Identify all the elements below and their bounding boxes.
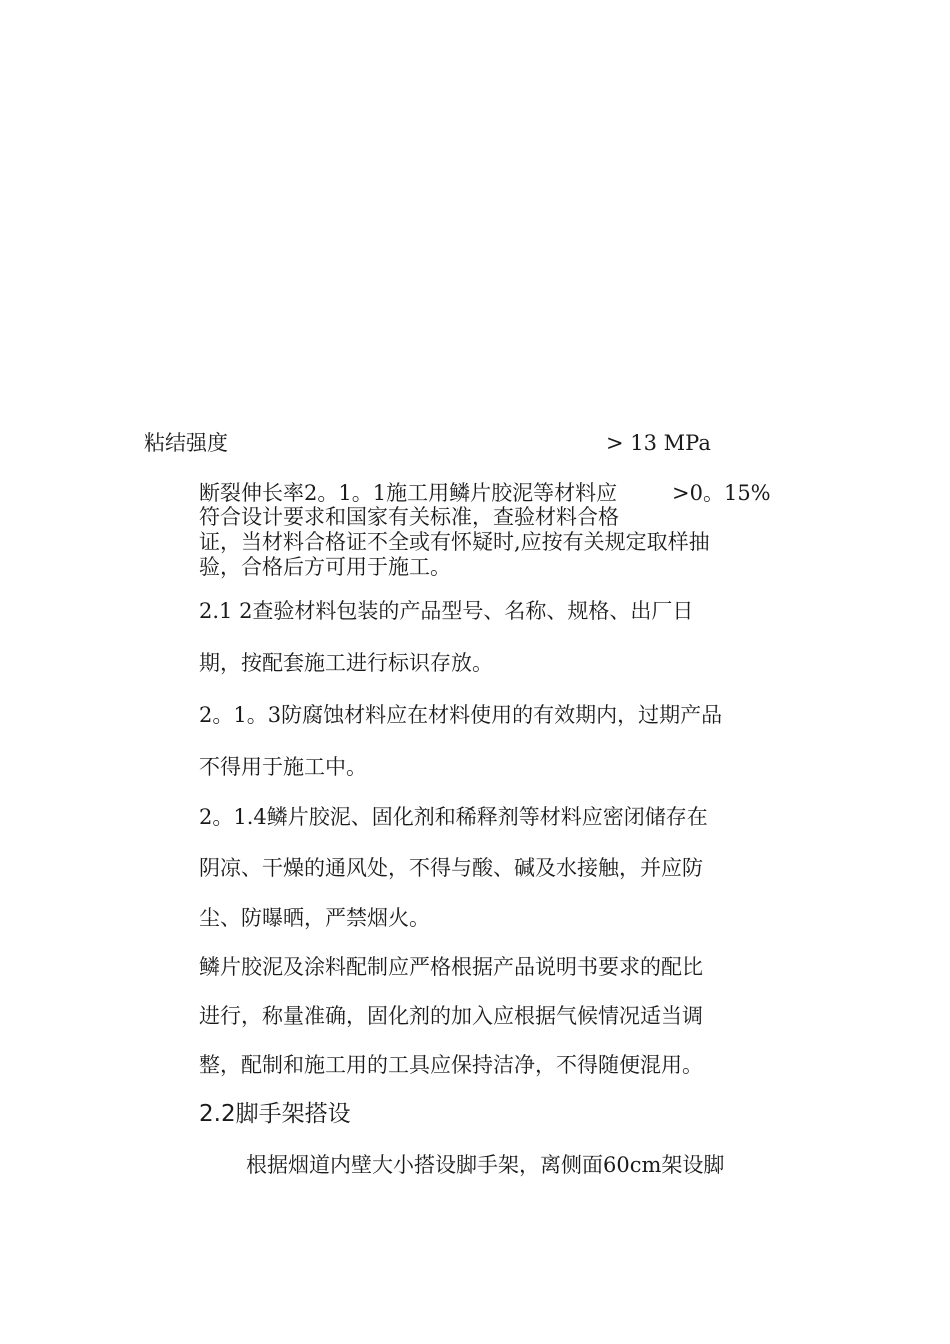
spec-value-bond-strength: > 13 MPa <box>606 431 711 455</box>
para-mix-line-2: 进行，称量准确，固化剂的加入应根据气候情况适当调 <box>199 1004 703 1028</box>
para-2-1-4-line-3: 尘、防曝晒，严禁烟火。 <box>199 906 430 930</box>
spec-label-bond-strength: 粘结强度 <box>144 431 228 455</box>
para-2-1-2-line-2: 期，按配套施工进行标识存放。 <box>199 651 493 675</box>
para-mix-line-1: 鳞片胶泥及涂料配制应严格根据产品说明书要求的配比 <box>199 955 703 979</box>
para-2-1-3-line-1: 2。1。3防腐蚀材料应在材料使用的有效期内，过期产品 <box>199 703 723 727</box>
para-2-1-1-line-4: 验，合格后方可用于施工。 <box>199 555 451 579</box>
para-2-1-1-line-2: 符合设计要求和国家有关标准，查验材料合格 <box>199 505 619 529</box>
para-2-1-4-line-2: 阴凉、干燥的通风处，不得与酸、碱及水接触，并应防 <box>199 856 703 880</box>
para-2-1-1-line-3: 证，当材料合格证不全或有怀疑时,应按有关规定取样抽 <box>199 530 710 554</box>
spec-value-elongation: >0。15% <box>672 481 771 505</box>
para-2-1-2-line-1: 2.1 2查验材料包装的产品型号、名称、规格、出厂日 <box>199 599 694 623</box>
section-heading-2-2: 2.2脚手架搭设 <box>199 1101 351 1127</box>
para-2-1-3-line-2: 不得用于施工中。 <box>199 755 367 779</box>
spec-label-elongation: 断裂伸长率2。1。1施工用鳞片胶泥等材料应 <box>199 481 618 505</box>
section-2-2-line-1: 根据烟道内壁大小搭设脚手架，离侧面60cm架设脚 <box>246 1153 725 1177</box>
para-2-1-4-line-1: 2。1.4鳞片胶泥、固化剂和稀释剂等材料应密闭储存在 <box>199 805 708 829</box>
para-mix-line-3: 整，配制和施工用的工具应保持洁净，不得随便混用。 <box>199 1053 703 1077</box>
